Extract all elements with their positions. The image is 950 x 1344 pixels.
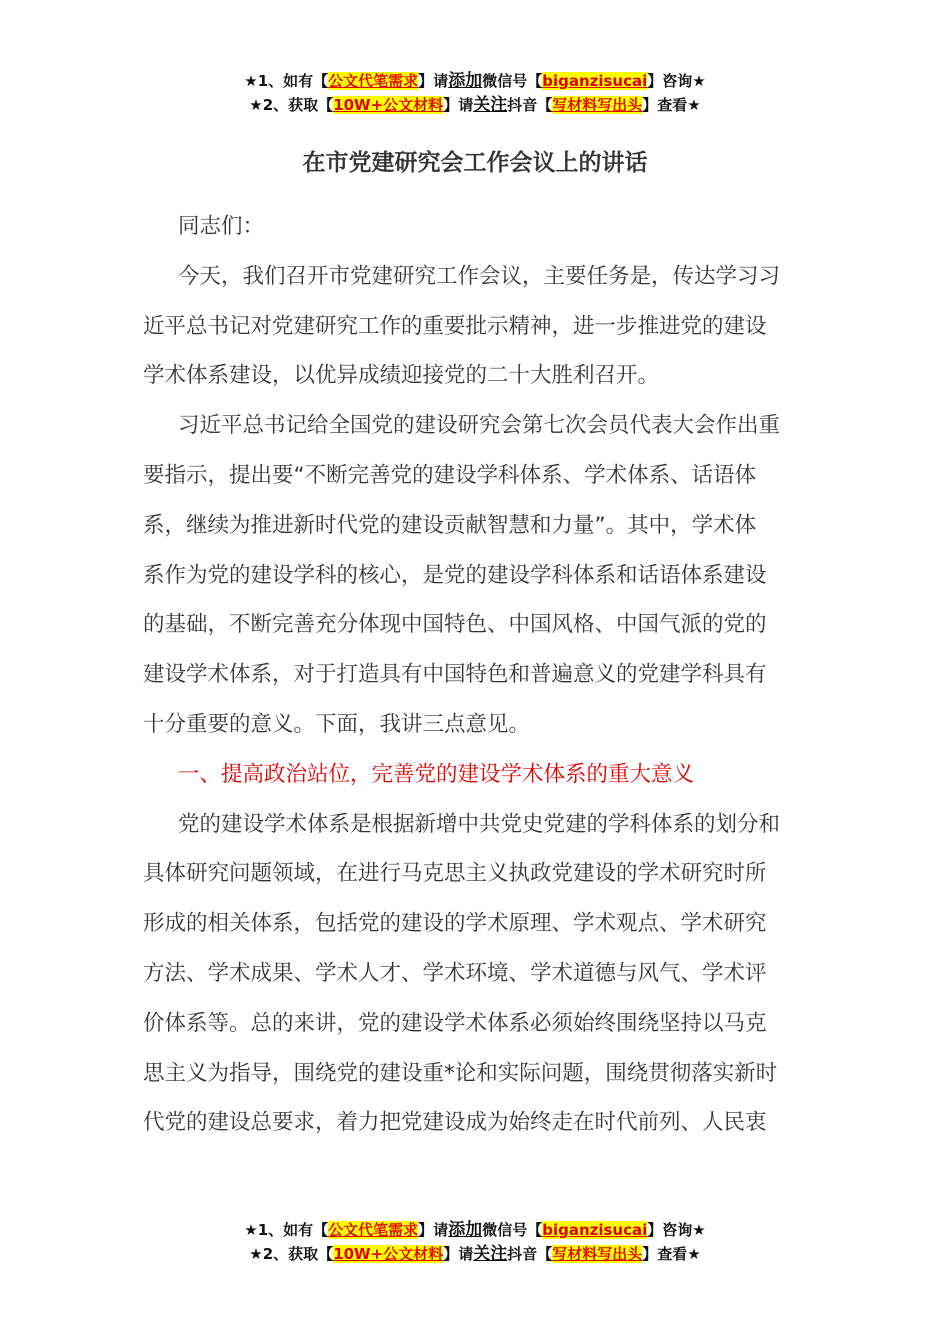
banner-text: 】查看★ [642,96,701,114]
text-line: 建设学术体系，对于打造具有中国特色和普遍意义的党建学科具有 [143,662,767,688]
underlined-text: 添加 [448,1220,483,1240]
banner-text: 】咨询★ [647,1221,706,1239]
banner-line-2 [0,93,950,117]
underlined-text: 关注 [473,95,508,115]
banner-line-1 [0,69,950,93]
highlight-text: 10W+公文材料 [333,1245,444,1263]
text-line: 代党的建设总要求，着力把党建设成为始终走在时代前列、人民衷 [143,1110,767,1136]
banner-text: ★2、获取【 [249,96,334,114]
banner-text: 】请 [418,72,449,90]
text-line: 习近平总书记给全国党的建设研究会第七次会员代表大会作出重 [178,413,781,439]
banner-line-2 [0,1242,950,1266]
banner-text: 微信号【 [482,72,543,90]
header-banner [0,69,950,117]
text-line: 方法、学术成果、学术人才、学术环境、学术道德与风气、学术评 [143,960,767,986]
text-line: 思主义为指导，围绕党的建设重*论和实际问题，围绕贯彻落实新时 [143,1060,778,1086]
banner-line-1 [0,1218,950,1242]
text-line: 学术体系建设，以优异成绩迎接党的二十大胜利召开。 [143,363,660,389]
section-heading: 一、提高政治站位，完善党的建设学术体系的重大意义 [178,761,695,787]
text-line: 十分重要的意义。下面，我讲三点意见。 [143,711,531,737]
document-body [143,202,813,1148]
banner-text: ★2、获取【 [249,1245,334,1263]
banner-text: 抖音【 [507,96,553,114]
text-line: 系作为党的建设学科的核心，是党的建设学科体系和话语体系建设 [143,562,767,588]
highlight-text: 公文代笔需求 [328,1221,419,1239]
highlight-text: 10W+公文材料 [333,96,444,114]
text-line: 具体研究问题领域，在进行马克思主义执政党建设的学术研究时所 [143,861,767,887]
wechat-id: biganzisucai [542,72,648,90]
underlined-text: 关注 [473,1244,508,1264]
douyin-id: 写材料写出头 [552,1245,643,1263]
banner-text: 】请 [443,1245,474,1263]
banner-text: ★1、如有【 [244,72,329,90]
text-line: 系，继续为推进新时代党的建设贡献智慧和力量”。其中，学术体 [143,512,757,538]
banner-text: 抖音【 [507,1245,553,1263]
banner-text: 】请 [418,1221,449,1239]
text-line: 同志们： [178,214,265,239]
text-line: 今天，我们召开市党建研究工作会议，主要任务是，传达学习习 [178,263,781,289]
text-line: 价体系等。总的来讲，党的建设学术体系必须始终围绕坚持以马克 [143,1010,767,1036]
wechat-id: biganzisucai [542,1221,648,1239]
text-line: 要指示，提出要“不断完善党的建设学科体系、学术体系、话语体 [143,462,757,488]
text-line: 形成的相关体系，包括党的建设的学术原理、学术观点、学术研究 [143,911,767,937]
document-title: 在市党建研究会工作会议上的讲话 [302,150,648,176]
text-line: 的基础，不断完善充分体现中国特色、中国风格、中国气派的党的 [143,612,767,638]
douyin-id: 写材料写出头 [552,96,643,114]
text-line: 党的建设学术体系是根据新增中共党史党建的学科体系的划分和 [178,811,781,837]
banner-text: 】查看★ [642,1245,701,1263]
banner-text: ★1、如有【 [244,1221,329,1239]
footer-banner [0,1218,950,1266]
banner-text: 】咨询★ [647,72,706,90]
highlight-text: 公文代笔需求 [328,72,419,90]
underlined-text: 添加 [448,71,483,91]
banner-text: 微信号【 [482,1221,543,1239]
text-line: 近平总书记对党建研究工作的重要批示精神，进一步推进党的建设 [143,313,767,339]
banner-text: 】请 [443,96,474,114]
